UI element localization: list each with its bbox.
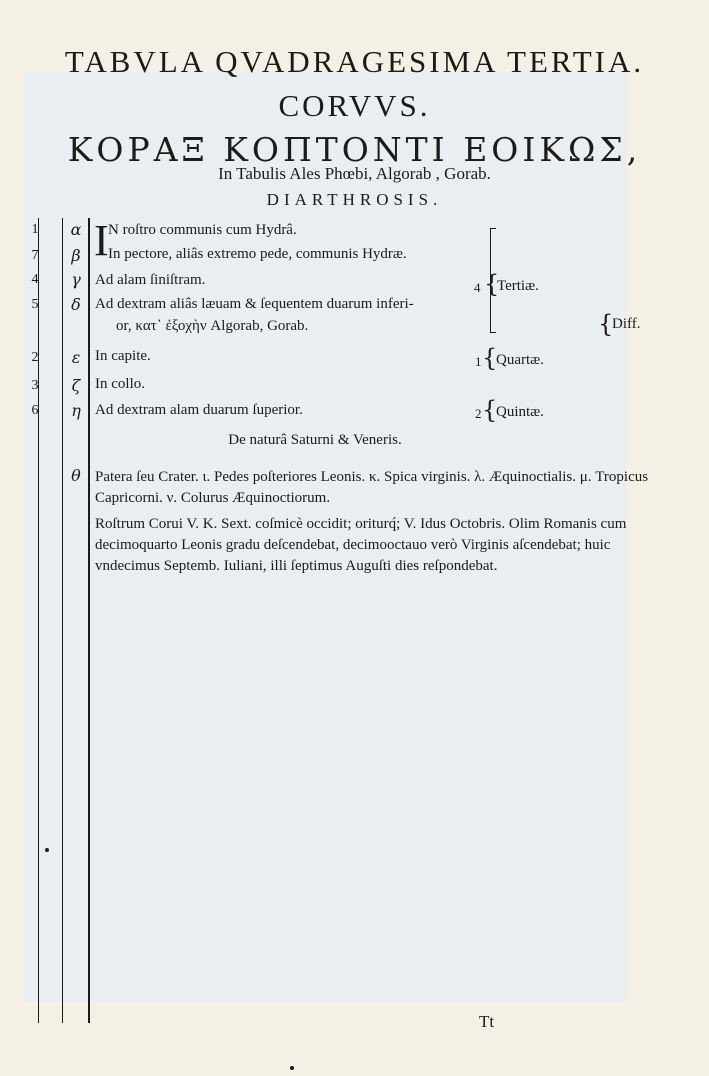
- magnitude-label: Quintæ.: [496, 404, 544, 420]
- star-letter: γ: [71, 270, 81, 289]
- nature-heading: De naturâ Saturni & Veneris.: [228, 432, 402, 448]
- group-bracket: [490, 332, 496, 333]
- magnitude-label: Tertiæ.: [497, 278, 539, 294]
- brace: {: [482, 396, 498, 424]
- star-letter: ζ: [71, 376, 81, 395]
- aliases-line: In Tabulis Ales Phœbi, Algorab , Gorab.: [218, 164, 491, 183]
- star-number: 3: [31, 378, 39, 393]
- star-letter: η: [71, 401, 81, 420]
- brace: {: [484, 270, 500, 298]
- star-letter: β: [71, 246, 81, 265]
- star-number: 4: [31, 272, 39, 287]
- star-description: In capite.: [95, 348, 151, 364]
- brace: {: [598, 310, 614, 338]
- column-rule: [38, 218, 39, 1023]
- star-letter: α: [70, 220, 82, 239]
- table-title: TABVLA QVADRAGESIMA TERTIA.: [64, 44, 645, 79]
- brace: {: [482, 344, 498, 372]
- star-number: 6: [31, 403, 39, 418]
- column-rule: [88, 218, 90, 1023]
- star-description-continued: or, κατ᾽ ἐξοχὴν Algorab, Gorab.: [116, 318, 309, 334]
- column-rule: [62, 218, 63, 1023]
- page-mark: [290, 1066, 294, 1070]
- rostrum-note: Roſtrum Corui V. K. Sext. coſmicè occidit; oriturq́; V. Idus Octobris. Olim Romanis cum decimoquarto Leonis gradu deſcendebat, decimooctauo verò Virginis aſcendebat; huic vndecimus Septemb. Iuliani, illi ſeptimus Auguſti dies reſpondebat.: [95, 516, 627, 574]
- star-description: N roſtro communis cum Hydrâ.: [108, 222, 297, 238]
- star-number: 7: [31, 248, 39, 263]
- star-number: 5: [31, 297, 39, 312]
- star-description: Ad dextram alam duarum ſuperior.: [95, 402, 303, 418]
- star-description: In pectore, aliâs extremo pede, communis Hydræ.: [108, 246, 407, 262]
- star-number: 2: [31, 350, 39, 365]
- star-letter: ε: [71, 348, 81, 367]
- diff-label: Diff.: [612, 316, 641, 332]
- greek-title: ΚΟΡΑΞ ΚΟΠΤΟΝΤΙ ΕΟΙΚΩΣ,: [67, 130, 642, 169]
- signature-mark: Tt: [479, 1012, 495, 1031]
- group-bracket: [490, 228, 496, 229]
- magnitude-count: 2: [475, 406, 482, 421]
- star-letter: δ: [71, 295, 81, 314]
- star-description: In collo.: [95, 376, 145, 392]
- magnitude-count: 4: [474, 280, 481, 295]
- constellation-name: CORVVS.: [278, 88, 431, 123]
- theta-letter: θ: [71, 466, 81, 485]
- drop-capital: I: [94, 216, 109, 265]
- patera-note: Patera ſeu Crater. ι. Pedes poſteriores Leonis. κ. Spica virginis. λ. Æquinoctialis. μ. Tropicus Capricorni. ν. Colurus Æquinoctiorum.: [95, 469, 649, 506]
- star-description: Ad dextram aliâs læuam & ſequentem duarum inferi-: [95, 296, 414, 312]
- star-description: Ad alam ſiniſtram.: [95, 272, 206, 288]
- chart-star-dot: [45, 848, 49, 852]
- section-heading: DIARTHROSIS.: [266, 190, 443, 209]
- star-number: 1: [31, 222, 39, 237]
- magnitude-count: 1: [475, 354, 482, 369]
- magnitude-label: Quartæ.: [496, 352, 544, 368]
